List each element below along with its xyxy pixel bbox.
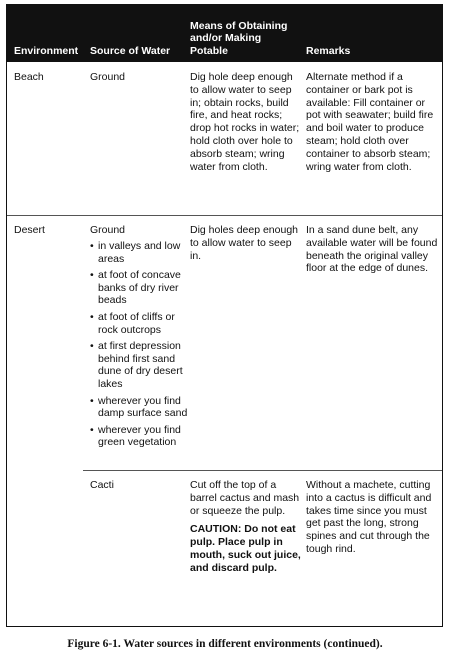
table-header bbox=[7, 5, 442, 62]
list-item: • at first depression behind first sand dune of dry desert lakes bbox=[90, 339, 183, 391]
cacti-source: Cacti bbox=[90, 479, 114, 491]
desert-environment: Desert bbox=[14, 224, 45, 236]
beach-remarks: Alternate method if a container or bark pot is available: Fill container or pot with seawater; build fire and boil water to produce steam; hold cloth over container to absorb steam; wring water from cloth. bbox=[306, 71, 434, 173]
header-remarks: Remarks bbox=[306, 44, 351, 57]
list-item: • wherever you find green vegetation bbox=[90, 423, 181, 449]
beach-environment: Beach bbox=[14, 71, 44, 83]
list-item: • wherever you find damp surface sand bbox=[90, 394, 188, 420]
row-divider-beach-desert bbox=[7, 215, 442, 216]
figure-caption: Figure 6-1. Water sources in different environments (continued). bbox=[67, 638, 383, 650]
list-item: • in valleys and low areas bbox=[90, 239, 181, 265]
desert-source-list bbox=[90, 240, 188, 449]
row-divider-ground-cacti bbox=[83, 470, 443, 471]
cacti-means-text: Cut off the top of a barrel cactus and mash or squeeze the pulp. bbox=[190, 479, 300, 517]
cacti-remarks: Without a machete, cutting into a cactus is difficult and takes time since you must get past the long, strong spines and cut through the tough rind. bbox=[306, 479, 432, 555]
header-source-of-water: Source of Water bbox=[90, 44, 171, 57]
header-means: Means of Obtaining and/or Making Potable bbox=[190, 19, 288, 57]
water-sources-table bbox=[6, 4, 443, 627]
list-item: • at foot of cliffs or rock outcrops bbox=[90, 310, 175, 336]
beach-source: Ground bbox=[90, 71, 126, 83]
desert-source bbox=[90, 224, 188, 453]
desert-remarks: In a sand dune belt, any available water will be found beneath the original valley floor at the edge of dunes. bbox=[306, 224, 438, 275]
cacti-means bbox=[190, 479, 302, 575]
desert-source-label: Ground bbox=[90, 224, 126, 236]
cacti-caution: CAUTION: Do not eat pulp. Place pulp in mouth, suck out juice, and discard pulp. bbox=[190, 523, 301, 574]
list-item: • at foot of concave banks of dry river beads bbox=[90, 268, 181, 307]
header-environment: Environment bbox=[14, 44, 79, 57]
beach-means: Dig hole deep enough to allow water to seep in; obtain rocks, build fire, and heat rocks; drop hot rocks in water; hold cloth over hole to absorb steam; wring water from cloth. bbox=[190, 71, 300, 173]
desert-means: Dig holes deep enough to allow water to seep in. bbox=[190, 224, 299, 262]
